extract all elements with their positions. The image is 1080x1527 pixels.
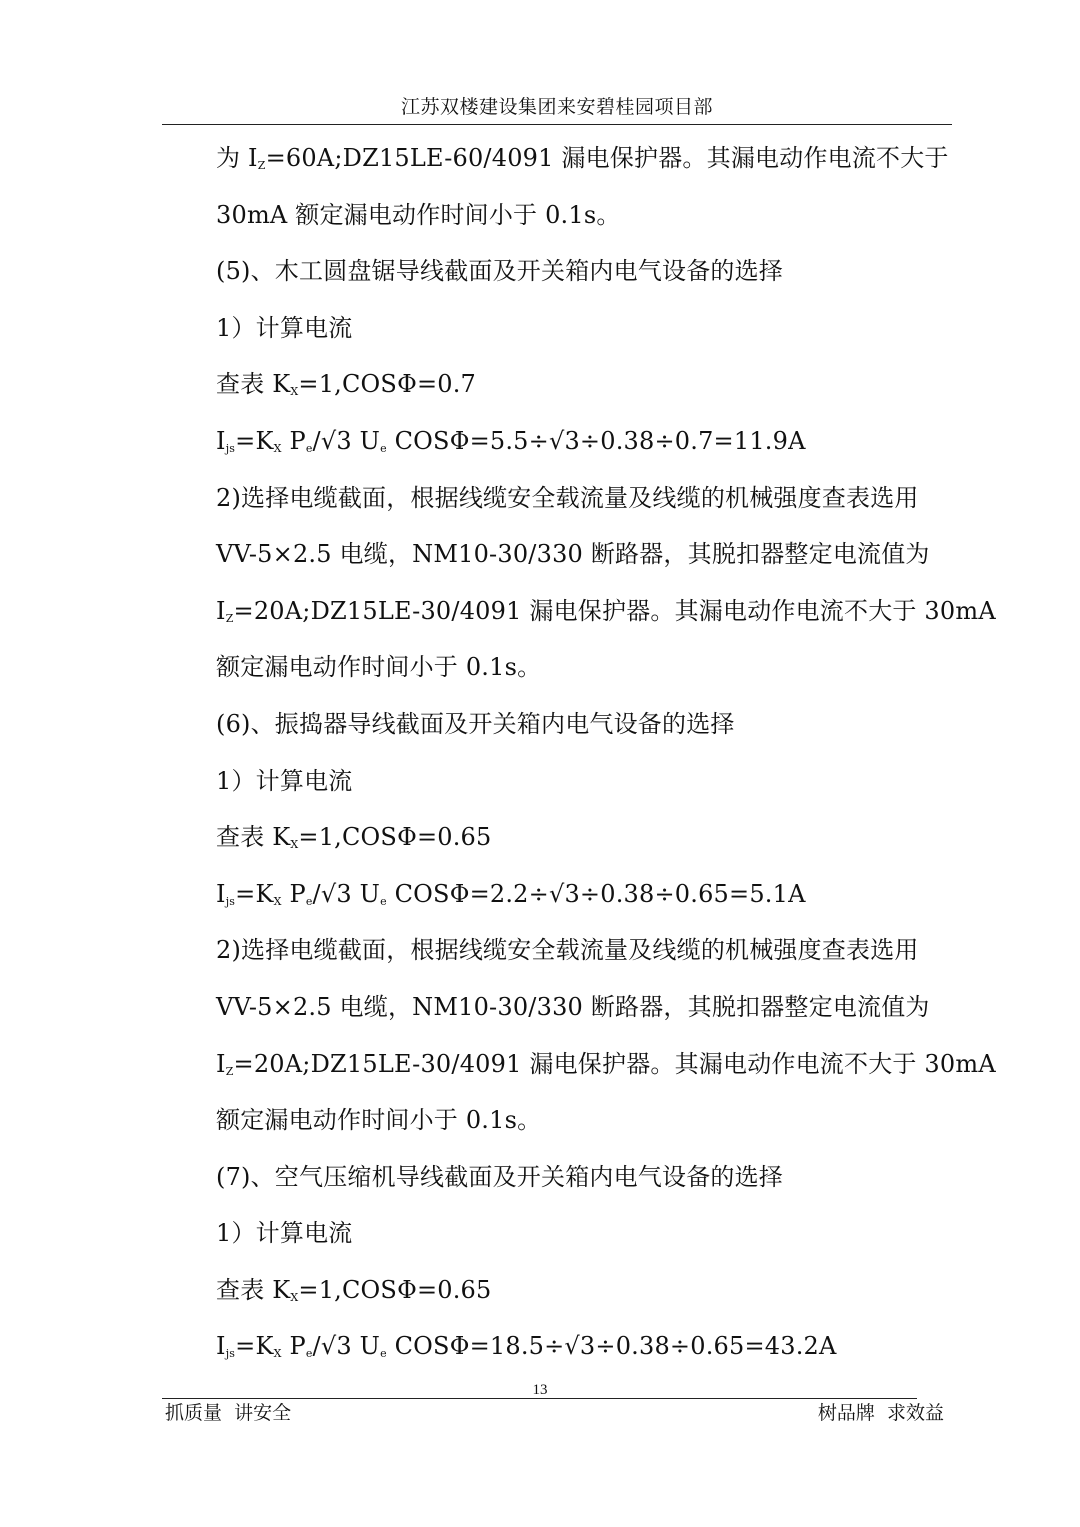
text-run: =60A;DZ15LE-60/4091 漏电保护器。其漏电动作电流不大于 <box>265 144 949 172</box>
text-line <box>216 526 956 583</box>
text-line <box>216 1205 956 1262</box>
text-line <box>216 130 956 187</box>
text-run: 2)选择电缆截面，根据线缆安全载流量及线缆的机械强度查表选用 <box>216 936 919 965</box>
text-run: /√3 U <box>312 879 381 908</box>
text-line <box>216 187 956 244</box>
text-run: COSΦ=18.5÷√3÷0.38÷0.65=43.2A <box>386 1332 837 1361</box>
text-run: (5)、木工圆盘锯导线截面及开关箱内电气设备的选择 <box>216 257 783 286</box>
subscript: js <box>225 1347 236 1361</box>
text-line <box>216 300 956 357</box>
text-run: =K <box>235 1332 274 1361</box>
text-run: 查表 K <box>216 823 291 852</box>
text-run: I <box>216 426 226 455</box>
page-header <box>162 92 952 125</box>
subscript: Z <box>225 1064 234 1078</box>
text-line <box>216 979 956 1036</box>
text-run: 1）计算电流 <box>216 313 353 342</box>
text-run: 查表 K <box>216 370 291 399</box>
text-line <box>216 809 956 866</box>
subscript: js <box>225 894 236 908</box>
text-run: =K <box>235 426 274 455</box>
footer-slogan-right: 树品牌 求效益 <box>817 1402 944 1424</box>
footer-rule <box>162 1398 917 1399</box>
text-line <box>216 356 956 413</box>
text-run: (6)、振捣器导线截面及开关箱内电气设备的选择 <box>216 709 735 738</box>
subscript: X <box>290 385 299 399</box>
text-run: 额定漏电动作时间小于 0.1s。 <box>216 1106 542 1135</box>
text-line <box>216 1036 996 1093</box>
subscript: e <box>305 1347 313 1361</box>
text-run: I <box>216 1049 226 1078</box>
text-line <box>216 413 956 470</box>
subscript: e <box>380 441 387 455</box>
footer-slogan-left: 抓质量 讲安全 <box>165 1402 292 1424</box>
subscript: Z <box>257 159 266 172</box>
text-line <box>216 1262 956 1319</box>
subscript: Z <box>225 611 234 625</box>
subscript: X <box>290 838 299 852</box>
text-line <box>216 1092 956 1149</box>
subscript: X <box>273 1347 282 1361</box>
text-run: 1）计算电流 <box>216 1219 353 1248</box>
document-body <box>216 130 996 1375</box>
text-run: 额定漏电动作时间小于 0.1s。 <box>216 653 542 682</box>
text-line <box>216 583 996 640</box>
subscript: e <box>380 894 387 908</box>
subscript: e <box>305 894 313 908</box>
text-run: P <box>281 879 306 908</box>
text-run: 为 I <box>216 144 258 172</box>
text-run: VV-5×2.5 电缆，NM10-30/330 断路器，其脱扣器整定电流值为 <box>216 540 930 569</box>
text-line <box>216 1149 956 1206</box>
subscript: X <box>273 894 282 908</box>
text-line <box>216 470 956 527</box>
text-line <box>216 696 956 753</box>
text-run: I <box>216 879 226 908</box>
text-line <box>216 753 956 810</box>
text-run: =20A;DZ15LE-30/4091 漏电保护器。其漏电动作电流不大于 30mA <box>233 1049 996 1078</box>
header-title: 江苏双楼建设集团来安碧桂园项目部 <box>400 96 713 118</box>
text-line <box>216 866 956 923</box>
text-run: I <box>216 1332 226 1361</box>
text-run: =1,COSΦ=0.65 <box>298 1275 492 1304</box>
text-run: I <box>216 596 226 625</box>
subscript: js <box>225 441 236 455</box>
text-run: 30mA 额定漏电动作时间小于 0.1s。 <box>216 200 621 229</box>
text-run: COSΦ=5.5÷√3÷0.38÷0.7=11.9A <box>386 426 806 455</box>
subscript: e <box>380 1347 387 1361</box>
subscript: e <box>305 441 313 455</box>
text-run: /√3 U <box>312 426 381 455</box>
text-run: 1）计算电流 <box>216 766 353 795</box>
text-run: 2)选择电缆截面，根据线缆安全载流量及线缆的机械强度查表选用 <box>216 483 919 512</box>
text-run: =1,COSΦ=0.65 <box>298 823 492 852</box>
text-run: VV-5×2.5 电缆，NM10-30/330 断路器，其脱扣器整定电流值为 <box>216 992 930 1021</box>
text-run: /√3 U <box>312 1332 381 1361</box>
text-run: (7)、空气压缩机导线截面及开关箱内电气设备的选择 <box>216 1162 783 1191</box>
subscript: X <box>273 441 282 455</box>
text-line <box>216 1318 956 1375</box>
text-run: P <box>281 426 306 455</box>
text-line <box>216 243 956 300</box>
page-number: 13 <box>532 1382 548 1398</box>
text-run: =20A;DZ15LE-30/4091 漏电保护器。其漏电动作电流不大于 30mA <box>233 596 996 625</box>
text-run: =1,COSΦ=0.7 <box>298 370 477 399</box>
text-run: P <box>281 1332 306 1361</box>
text-run: 查表 K <box>216 1275 291 1304</box>
subscript: X <box>290 1290 299 1304</box>
text-line <box>216 922 956 979</box>
text-run: =K <box>235 879 274 908</box>
text-run: COSΦ=2.2÷√3÷0.38÷0.65=5.1A <box>386 879 806 908</box>
text-line <box>216 639 956 696</box>
